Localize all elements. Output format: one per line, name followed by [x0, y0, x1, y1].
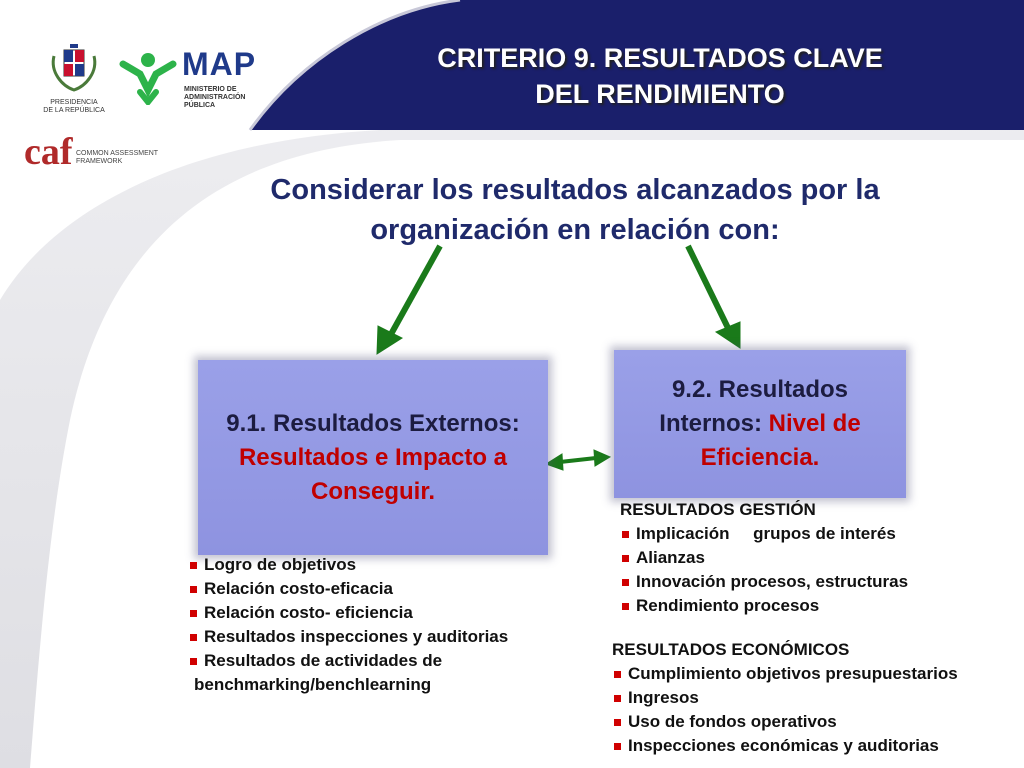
caf-sub-2: FRAMEWORK — [76, 158, 123, 165]
box1-line2: Resultados e Impacto a — [238, 443, 508, 471]
list-item: Relación costo- eficiencia — [188, 601, 508, 625]
map-sub-2: ADMINISTRACIÓN — [184, 94, 246, 101]
arrow-right-down — [688, 246, 740, 348]
header-title — [330, 40, 990, 112]
main-title-line1: Considerar los resultados alcanzados por la — [270, 174, 880, 206]
map-sub-1: MINISTERIO DE — [184, 86, 237, 93]
arrow-left-down — [377, 246, 440, 354]
caf-wordmark: caf — [24, 131, 73, 173]
presidencia-text-1: PRESIDENCIA — [50, 99, 98, 106]
map-wordmark: MAP — [182, 46, 257, 82]
list-item: Rendimiento procesos — [620, 594, 908, 618]
list-externos — [188, 553, 508, 697]
list-item: Ingresos — [612, 686, 958, 710]
presidencia-text-2: DE LA REPÚBLICA — [43, 107, 105, 114]
header-title-line2: DEL RENDIMIENTO — [535, 79, 785, 109]
caf-sub-1: COMMON ASSESSMENT — [76, 150, 159, 157]
list-item: Uso de fondos operativos — [612, 710, 958, 734]
header-title-line1: CRITERIO 9. RESULTADOS CLAVE — [437, 43, 883, 73]
list-item: Resultados de actividades de — [188, 649, 508, 673]
double-arrow — [546, 450, 610, 470]
coat-of-arms-icon — [48, 42, 100, 92]
list-item: Inspecciones económicas y auditorias — [612, 734, 958, 758]
main-title — [210, 170, 940, 250]
box2-line2 — [659, 407, 860, 441]
gestion-heading: RESULTADOS GESTIÓN — [620, 500, 816, 519]
list-item: Implicación grupos de interés — [620, 522, 908, 546]
map-sub-3: PÚBLICA — [184, 102, 216, 109]
main-title-line2: organización en relación con: — [370, 214, 780, 246]
people-figure-icon — [118, 50, 178, 105]
box-resultados-externos — [198, 360, 548, 555]
list-economicos — [612, 638, 958, 758]
economicos-heading: RESULTADOS ECONÓMICOS — [612, 640, 850, 659]
box2-line1: 9.2. Resultados — [671, 376, 849, 403]
box-resultados-internos — [614, 350, 906, 498]
list-item-continuation: benchmarking/benchlearning — [194, 675, 432, 694]
list-item: Relación costo-eficacia — [188, 577, 508, 601]
box2-line3: Eficiencia. — [700, 444, 820, 471]
list-item: Resultados inspecciones y auditorias — [188, 625, 508, 649]
list-item: Cumplimiento objetivos presupuestarios — [612, 662, 958, 686]
box1-line1: 9.1. Resultados Externos: — [226, 409, 520, 437]
box2-line2-red: Nivel de — [768, 410, 861, 437]
list-item: Innovación procesos, estructuras — [620, 570, 908, 594]
list-item: Alianzas — [620, 546, 908, 570]
presidencia-logo — [40, 42, 108, 115]
box1-line3: Conseguir. — [310, 477, 436, 505]
list-item: Logro de objetivos — [188, 553, 508, 577]
list-gestion — [620, 498, 908, 618]
box2-line2-black: Internos: — [659, 410, 769, 437]
